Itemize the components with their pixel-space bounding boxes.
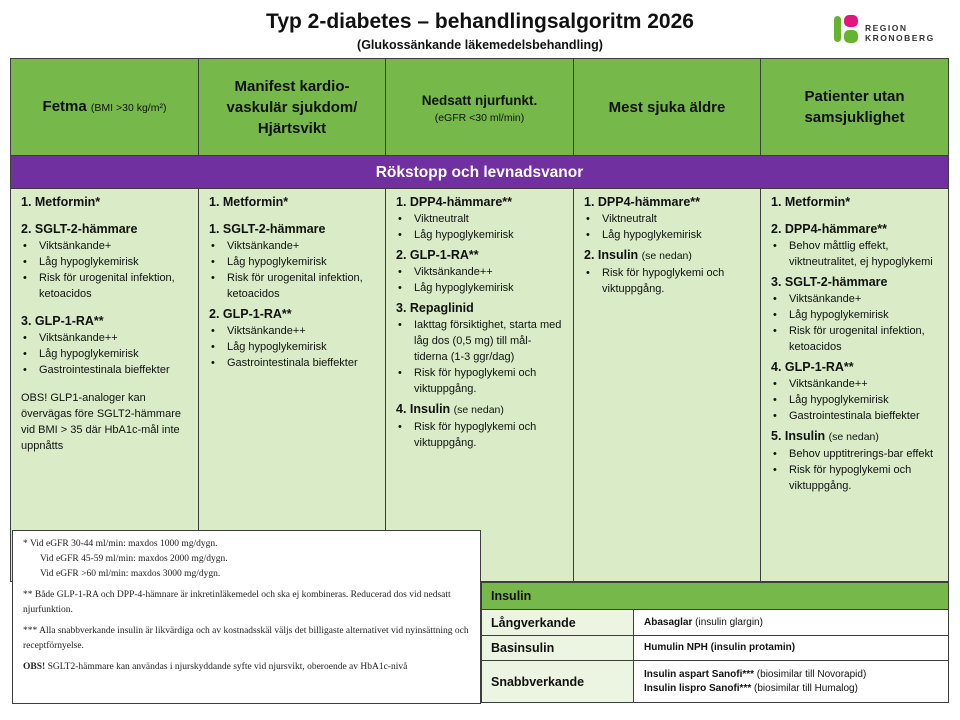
page-title: Typ 2-diabetes – behandlingsalgoritm 2026 — [266, 10, 694, 33]
column-fetma — [10, 189, 199, 582]
step-label: 2. SGLT-2-hämmare — [21, 222, 138, 236]
insulin-product: Insulin aspart Sanofi*** (biosimilar till Novorapid) Insulin lispro Sanofi*** (biosimilar till Humalog) — [634, 661, 948, 702]
list-item: • Risk för urogenital infektion, ketoacidos — [771, 323, 938, 355]
table-row — [481, 610, 949, 636]
insulin-type: Långverkande — [482, 610, 634, 635]
step-label: 2. GLP-1-RA** — [209, 307, 292, 321]
list-item: • Viktneutralt — [584, 211, 750, 227]
list-item: • Gastrointestinala bieffekter — [21, 362, 188, 378]
list-item: • Viktneutralt — [396, 211, 563, 227]
step-label: 3. SGLT-2-hämmare — [771, 275, 888, 289]
column-njur — [385, 189, 574, 582]
list-item: • Viktsänkande++ — [209, 323, 375, 339]
step-label: 5. Insulin (se nedan) — [771, 429, 879, 443]
header-aldre: Mest sjuka äldre — [573, 58, 761, 156]
list-item: • Låg hypoglykemirisk — [771, 392, 938, 408]
column-utan — [760, 189, 949, 582]
region-logo-icon — [833, 13, 859, 45]
insulin-product: Humulin NPH (insulin protamin) — [634, 636, 948, 660]
column-aldre — [573, 189, 761, 582]
step-label: 1. Metformin* — [771, 195, 851, 209]
region-logo — [833, 13, 948, 47]
footnote-metformin: * Vid eGFR 30-44 ml/min: maxdos 1000 mg/dygn. — [23, 539, 218, 549]
step-label: 3. Repaglinid — [396, 301, 474, 315]
insulin-product: Abasaglar (insulin glargin) — [634, 610, 948, 635]
list-item: • Gastrointestinala bieffekter — [209, 355, 375, 371]
header-kardio: Manifest kardio-vaskulär sjukdom/ Hjärtsvikt — [198, 58, 386, 156]
list-item: • Låg hypoglykemirisk — [21, 254, 188, 270]
step-label: 1. Metformin* — [21, 195, 101, 209]
insulin-table — [481, 582, 949, 703]
insulin-type: Basinsulin — [482, 636, 634, 660]
insulin-header: Insulin — [481, 582, 949, 610]
footnote-snabbverkande: *** Alla snabbverkande insulin är likvärdiga och av kostnadsskäl väljs det billigaste alternativet vid nyinsättning och receptförnyelse. — [23, 626, 469, 651]
footnote-inkretin: ** Både GLP-1-RA och DPP-4-hämnare är inkretinläkemedel och ska ej kombineras. Reducerad dos vid nedsatt njurfunktion. — [23, 590, 451, 615]
step-label: 1. DPP4-hämmare** — [584, 195, 701, 209]
step-label: 2. DPP4-hämmare** — [771, 222, 888, 236]
list-item: • Behov upptitrerings-bar effekt — [771, 446, 938, 462]
algorithm-table — [10, 58, 949, 582]
step-label: 1. SGLT-2-hämmare — [209, 222, 326, 236]
footnote-metformin-line: Vid eGFR >60 ml/min: maxdos 3000 mg/dygn. — [40, 569, 221, 579]
step-label: 2. Insulin (se nedan) — [584, 248, 692, 262]
list-item: • Viktsänkande+ — [21, 238, 188, 254]
list-item: • Gastrointestinala bieffekter — [771, 408, 938, 424]
list-item: • Behov måttlig effekt, viktneutralitet, ej hypoglykemi — [771, 238, 938, 270]
header-njur: Nedsatt njurfunkt. (eGFR <30 ml/min) — [385, 58, 574, 156]
list-item: • Låg hypoglykemirisk — [209, 254, 375, 270]
list-item: • Låg hypoglykemirisk — [21, 346, 188, 362]
column-kardio — [198, 189, 386, 582]
list-item: • Låg hypoglykemirisk — [209, 339, 375, 355]
footnote-metformin-line: Vid eGFR 45-59 ml/min: maxdos 2000 mg/dygn. — [40, 554, 228, 564]
step-label: 2. GLP-1-RA** — [396, 248, 479, 262]
table-row — [481, 661, 949, 703]
page-subtitle: (Glukossänkande läkemedelsbehandling) — [357, 38, 603, 52]
step-label: 1. Metformin* — [209, 195, 289, 209]
list-item: • Risk för hypoglykemi och viktuppgång. — [396, 365, 563, 397]
list-item: • Risk för hypoglykemi och viktuppgång. — [396, 419, 563, 451]
header-fetma: Fetma (BMI >30 kg/m²) — [10, 58, 199, 156]
list-item: • Risk för urogenital infektion, ketoacidos — [21, 270, 188, 302]
lifestyle-band: Rökstopp och levnadsvanor — [10, 156, 949, 189]
list-item: • Iakttag försiktighet, starta med låg dos (0,5 mg) till mål-tiderna (1-3 ggr/dag) — [396, 317, 563, 365]
step-label: 4. Insulin (se nedan) — [396, 402, 504, 416]
list-item: • Låg hypoglykemirisk — [396, 280, 563, 296]
step-label: 3. GLP-1-RA** — [21, 314, 104, 328]
footnote-obs: OBS! SGLT2-hämmare kan användas i njurskyddande syfte vid njursvikt, oberoende av HbA1c-nivå — [23, 662, 408, 672]
list-item: • Risk för urogenital infektion, ketoacidos — [209, 270, 375, 302]
region-logo-text: REGION KRONOBERG — [865, 23, 935, 43]
list-item: • Risk för hypoglykemi och viktuppgång. — [584, 265, 750, 297]
step-label: 4. GLP-1-RA** — [771, 360, 854, 374]
list-item: • Viktsänkande++ — [396, 264, 563, 280]
list-item: • Viktsänkande++ — [771, 376, 938, 392]
list-item: • Viktsänkande+ — [209, 238, 375, 254]
header-utan: Patienter utan samsjuklighet — [760, 58, 949, 156]
list-item: • Låg hypoglykemirisk — [396, 227, 563, 243]
list-item: • Viktsänkande++ — [21, 330, 188, 346]
list-item: • Låg hypoglykemirisk — [584, 227, 750, 243]
list-item: • Viktsänkande+ — [771, 291, 938, 307]
insulin-type: Snabbverkande — [482, 661, 634, 702]
footnotes-box — [12, 530, 481, 704]
table-row — [481, 636, 949, 661]
list-item: • Risk för hypoglykemi och viktuppgång. — [771, 462, 938, 494]
step-label: 1. DPP4-hämmare** — [396, 195, 513, 209]
obs-note: OBS! GLP1-analoger kan övervägas före SGLT2-hämmare vid BMI > 35 där HbA1c-mål inte uppnåtts — [21, 392, 181, 452]
list-item: • Låg hypoglykemirisk — [771, 307, 938, 323]
